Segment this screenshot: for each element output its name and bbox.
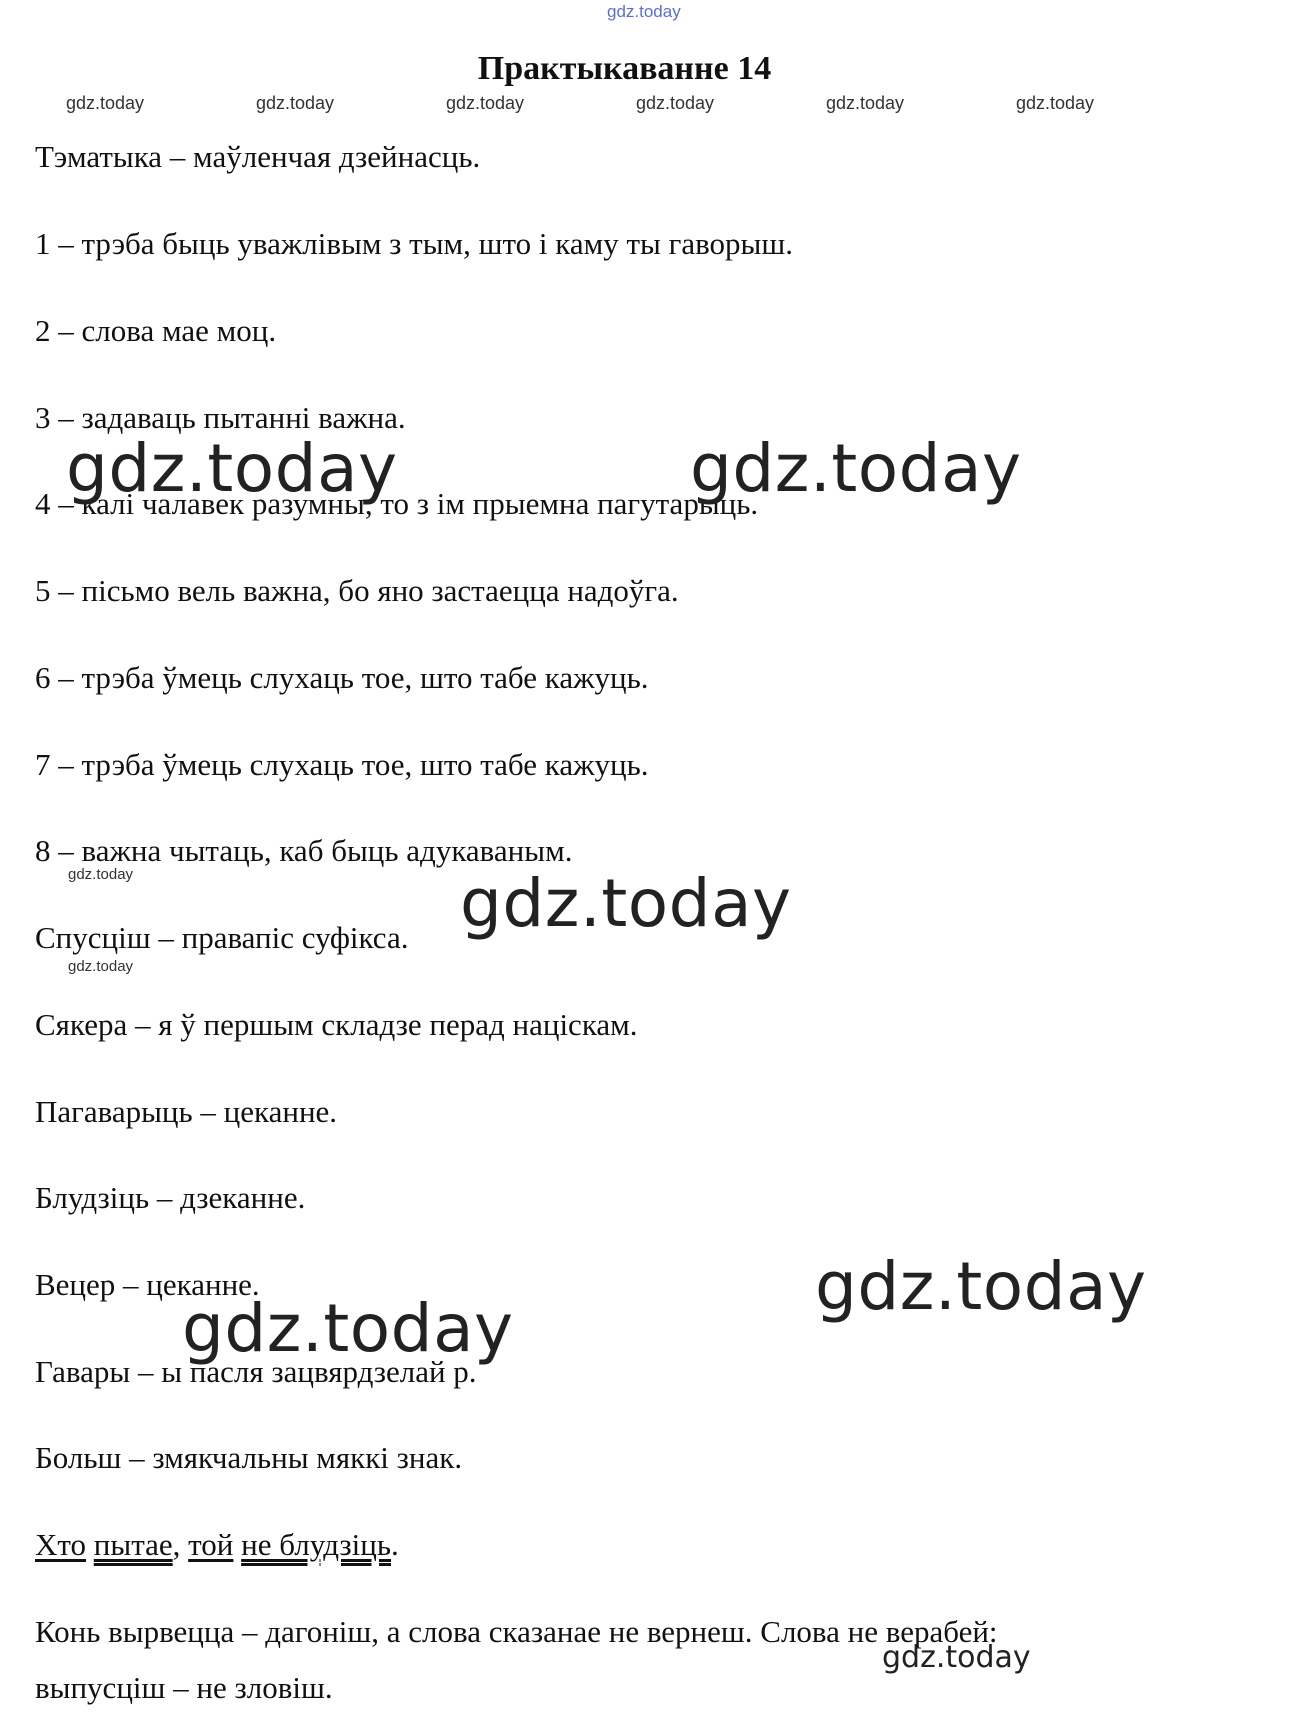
text-line: 6 – трэба ўмець слухаць тое, што табе кажуць. (35, 660, 649, 695)
text-line: 4 – калі чалавек разумны, то з ім прыемна пагутарыць. (35, 486, 759, 521)
proverb-subject-2: той (188, 1527, 234, 1562)
watermark-small: gdz.today (636, 93, 715, 113)
text-line: Больш – змякчальны мяккі знак. (35, 1440, 463, 1475)
watermark-large: gdz.today (182, 1290, 514, 1367)
text-line: Гавары – ы пасля зацвярдзелай р. (35, 1354, 477, 1389)
watermark-large: gdz.today (815, 1248, 1147, 1325)
watermark-small: gdz.today (256, 93, 335, 113)
text-line: 5 – пісьмо вель важна, бо яно застаецца надоўга. (35, 573, 679, 608)
watermark-row (0, 93, 1289, 117)
text-line: 8 – важна чытаць, каб быць адукаваным. (35, 833, 573, 868)
watermark-small: gdz.today (826, 93, 905, 113)
text-line: Конь вырвецца – дагоніш, а слова сказанае не вернеш. Слова не верабей: (35, 1614, 998, 1649)
proverb-comma: , (172, 1527, 189, 1562)
text-line: 1 – трэба быць уважлівым з тым, што і каму ты гаворыш. (35, 226, 793, 261)
watermark-header: gdz.today (607, 2, 681, 21)
text-line: Сякера – я ў першым складзе перад націскам. (35, 1007, 638, 1042)
text-line: Спусціш – правапіс суфікса. (35, 920, 409, 955)
proverb-period: . (391, 1527, 399, 1562)
proverb-space (233, 1527, 241, 1562)
watermark-large: gdz.today (460, 865, 792, 942)
proverb-predicate-2: не блудзіць (241, 1527, 391, 1562)
page-title: Практыкаванне 14 (477, 50, 772, 87)
text-line: 3 – задаваць пытанні важна. (35, 400, 406, 435)
proverb-subject: Хто (35, 1527, 87, 1562)
text-line: Вецер – цеканне. (35, 1267, 260, 1302)
watermark-small: gdz.today (1016, 93, 1095, 113)
watermark-small: gdz.today (66, 93, 145, 113)
watermark-small: gdz.today (68, 866, 134, 883)
watermark-large: gdz.today (66, 430, 398, 507)
proverb-predicate: пытае (93, 1527, 173, 1562)
text-line: Тэматыка – маўленчая дзейнасць. (35, 139, 481, 174)
text-line: Блудзіць – дзеканне. (35, 1180, 306, 1215)
watermark-small: gdz.today (68, 958, 134, 975)
watermark-medium: gdz.today (882, 1640, 1031, 1675)
watermark-large: gdz.today (690, 430, 1022, 507)
watermark-small: gdz.today (446, 93, 525, 113)
text-line: выпусціш – не зловіш. (35, 1670, 333, 1705)
text-line: 2 – слова мае моц. (35, 313, 277, 348)
proverb-line (35, 1527, 399, 1563)
text-line: Пагаварыць – цеканне. (35, 1094, 338, 1129)
text-line: 7 – трэба ўмець слухаць тое, што табе кажуць. (35, 747, 649, 782)
